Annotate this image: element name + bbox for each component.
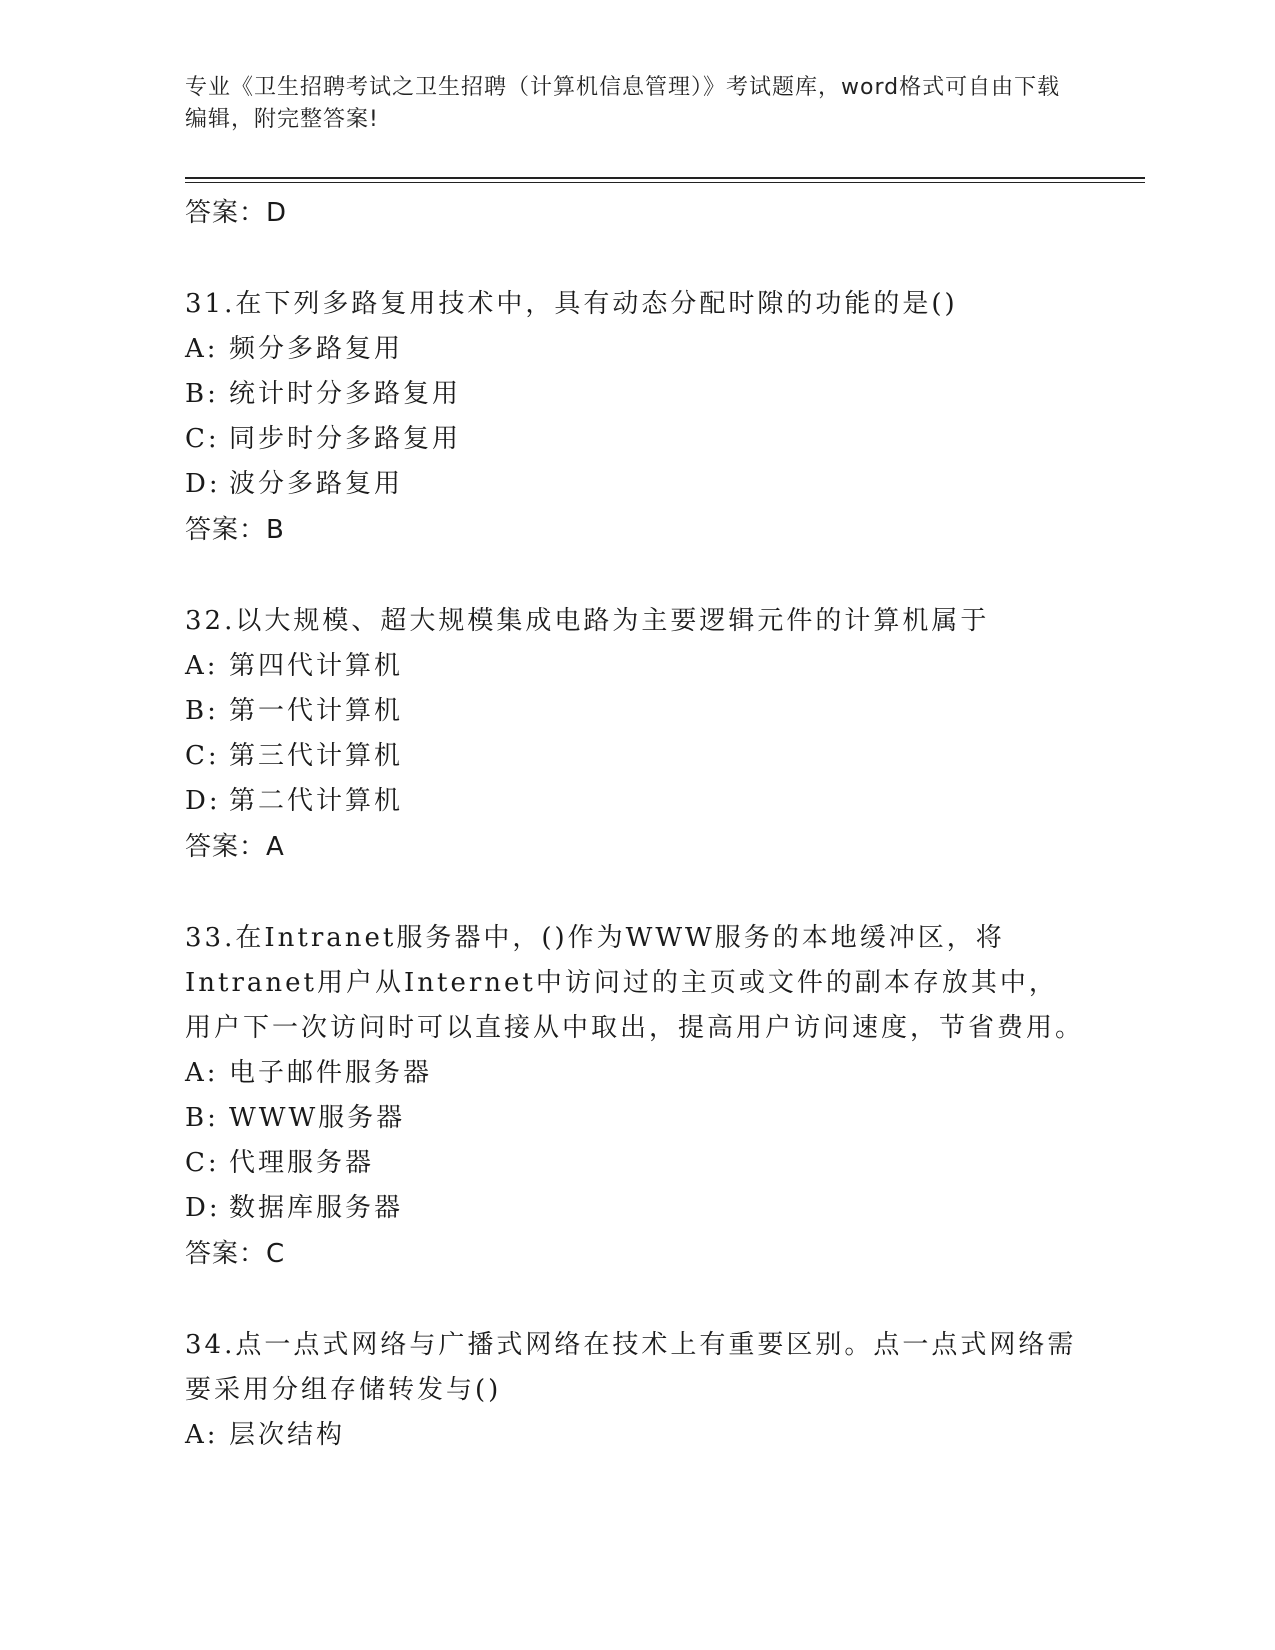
option-key: A: (185, 651, 219, 681)
question-text: 34.点一点式网络与广播式网络在技术上有重要区别。点一点式网络需要采用分组存储转发与() (185, 1330, 1077, 1405)
option-d (185, 462, 1085, 507)
question-text: 31.在下列多路复用技术中，具有动态分配时隙的功能的是() (185, 289, 958, 319)
option-d (185, 779, 1085, 824)
option-text: 波分多路复用 (229, 469, 404, 499)
option-text: 代理服务器 (229, 1148, 375, 1178)
option-a (185, 327, 1085, 372)
option-text: 统计时分多路复用 (229, 379, 462, 409)
option-key: A: (185, 1420, 219, 1450)
question-33 (185, 916, 1085, 1277)
question-text: 32.以大规模、超大规模集成电路为主要逻辑元件的计算机属于 (185, 606, 990, 636)
option-b (185, 1096, 1085, 1141)
option-c (185, 734, 1085, 779)
option-text: 第三代计算机 (229, 741, 404, 771)
question-list (185, 190, 1085, 1458)
option-text: 电子邮件服务器 (229, 1058, 433, 1088)
header-divider-thin (185, 182, 1145, 183)
option-key: C: (185, 424, 220, 454)
option-a (185, 1051, 1085, 1096)
option-text: 第二代计算机 (229, 786, 404, 816)
option-b (185, 372, 1085, 417)
option-text: 频分多路复用 (229, 334, 404, 364)
question-31 (185, 282, 1085, 553)
header-divider (185, 177, 1145, 179)
option-c (185, 417, 1085, 462)
question-32 (185, 599, 1085, 870)
option-text: WWW服务器 (229, 1103, 406, 1133)
option-a (185, 644, 1085, 689)
option-key: B: (185, 1103, 219, 1133)
option-c (185, 1141, 1085, 1186)
option-text: 数据库服务器 (229, 1193, 404, 1223)
option-key: D: (185, 1193, 221, 1223)
option-key: B: (185, 379, 219, 409)
option-text: 第一代计算机 (229, 696, 404, 726)
option-key: C: (185, 1148, 220, 1178)
document-header: 专业《卫生招聘考试之卫生招聘（计算机信息管理）》考试题库，word格式可自由下载编辑，附完整答案! (185, 75, 1061, 132)
question-34 (185, 1323, 1085, 1458)
option-text: 同步时分多路复用 (229, 424, 462, 454)
option-d (185, 1186, 1085, 1231)
option-key: C: (185, 741, 220, 771)
option-a (185, 1413, 1085, 1458)
answer-line: 答案：A (185, 832, 285, 862)
option-key: B: (185, 696, 219, 726)
option-text: 第四代计算机 (229, 651, 404, 681)
answer-line: 答案：B (185, 515, 285, 545)
answer-line: 答案：C (185, 1239, 286, 1269)
option-key: A: (185, 334, 219, 364)
option-text: 层次结构 (229, 1420, 346, 1450)
question-text: 33.在Intranet服务器中，()作为WWW服务的本地缓冲区，将Intranet用户从Internet中访问过的主页或文件的副本存放其中，用户下一次访问时可以直接从中取出，提高用户访问速度，节省费用。 (185, 923, 1085, 1043)
answer-line: 答案：D (185, 198, 288, 228)
option-b (185, 689, 1085, 734)
option-key: A: (185, 1058, 219, 1088)
option-key: D: (185, 469, 221, 499)
option-key: D: (185, 786, 221, 816)
